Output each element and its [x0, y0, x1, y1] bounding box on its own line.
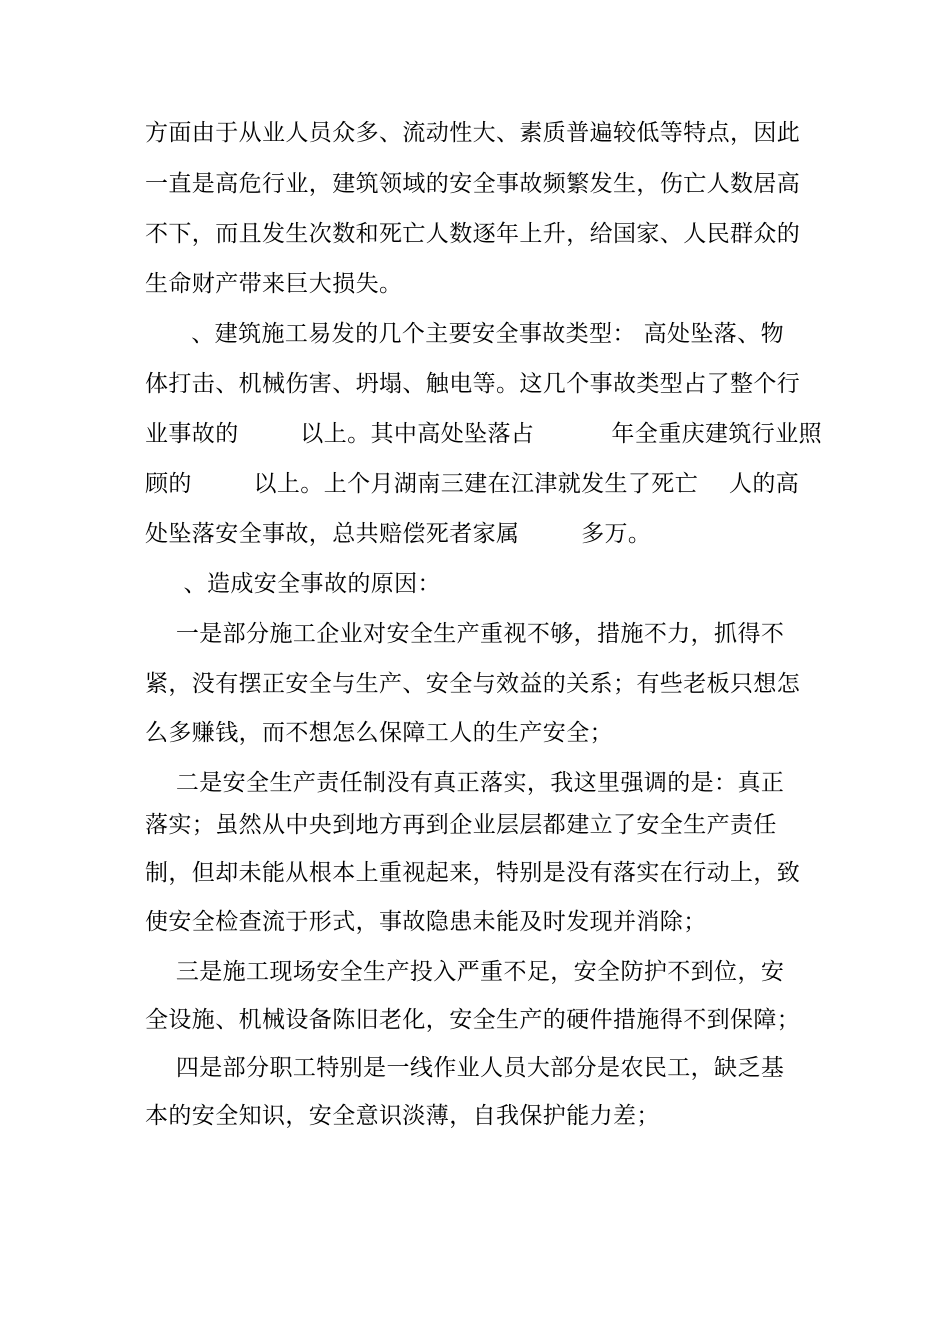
text-line: 、造成安全事故的原因：	[145, 571, 441, 597]
text-line: 四是部分职工特别是一线作业人员大部分是农民工，缺乏基	[145, 1055, 785, 1081]
text-line: 一是部分施工企业对安全生产重视不够，措施不力，抓得不	[145, 621, 785, 647]
text-line: 二是安全生产责任制没有真正落实，我这里强调的是：真正	[145, 770, 785, 796]
text-line: 方面由于从业人员众多、流动性大、素质普遍较低等特点，因此	[145, 120, 801, 146]
text-line: 顾的 以上。上个月湖南三建在江津就发生了死亡 人的高	[145, 471, 800, 497]
text-line: 一直是高危行业，建筑领域的安全事故频繁发生，伤亡人数居高	[145, 171, 801, 197]
text-line: 全设施、机械设备陈旧老化，安全生产的硬件措施得不到保障；	[145, 1007, 801, 1033]
text-line: 处坠落安全事故，总共赔偿死者家属 多万。	[145, 521, 652, 547]
text-line: 业事故的 以上。其中高处坠落占 年全重庆建筑行业照	[145, 421, 822, 447]
text-line: 、建筑施工易发的几个主要安全事故类型： 高处坠落、物	[145, 321, 784, 347]
text-line: 体打击、机械伤害、坍塌、触电等。这几个事故类型占了整个行	[145, 371, 801, 397]
text-line: 落实；虽然从中央到地方再到企业层层都建立了安全生产责任	[145, 812, 777, 838]
text-line: 制，但却未能从根本上重视起来，特别是没有落实在行动上，致	[145, 860, 801, 886]
text-line: 本的安全知识，安全意识淡薄，自我保护能力差；	[145, 1103, 660, 1129]
text-line: 三是施工现场安全生产投入严重不足，安全防护不到位，安	[145, 959, 785, 985]
text-line: 生命财产带来巨大损失。	[145, 271, 403, 297]
text-line: 紧，没有摆正安全与生产、安全与效益的关系；有些老板只想怎	[145, 671, 801, 697]
text-line: 不下，而且发生次数和死亡人数逐年上升，给国家、人民群众的	[145, 221, 801, 247]
text-line: 使安全检查流于形式，事故隐患未能及时发现并消除；	[145, 909, 707, 935]
text-line: 么多赚钱，而不想怎么保障工人的生产安全；	[145, 720, 613, 746]
